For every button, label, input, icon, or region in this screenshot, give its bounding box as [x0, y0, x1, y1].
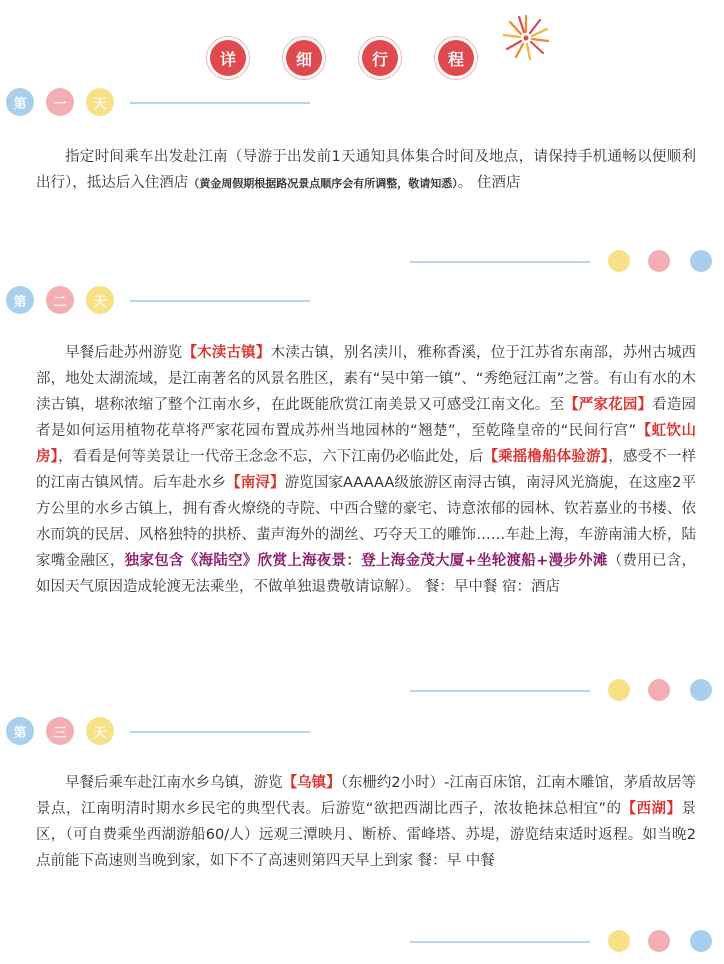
day3-highlight-westlake: 【西湖】: [621, 801, 682, 817]
day3-description: [36, 770, 696, 874]
day3-footer-line: [410, 941, 590, 943]
day1-note: （黄金周假期根据路况景点顺序会有所调整，敬请知悉）: [188, 177, 458, 190]
title-char-3: 行: [362, 40, 398, 76]
day3-label-char-3: 天: [86, 717, 114, 745]
day3-text-1: 早餐后乘车赴江南水乡乌镇，游览: [65, 775, 283, 791]
day1-divider: [130, 102, 310, 104]
day2-highlight-shanghai-night: 独家包含《海陆空》欣赏上海夜景：登上海金茂大厦+坐轮渡船+漫步外滩: [124, 553, 608, 569]
day2-footer-line: [410, 690, 590, 692]
day2-text-7: （费用已含，如因天气原因造成轮渡无法乘坐，不做单独退费敬请谅解）。 餐：早中餐 宿：酒店: [36, 553, 697, 595]
day2-highlight-nanxun: 【南浔】: [226, 475, 285, 491]
day2-footer-dot-yellow: [608, 679, 630, 701]
day1-text-2: 。 住酒店: [457, 175, 521, 191]
day2-footer-dot-pink: [648, 679, 670, 701]
day3-label-char-2: 三: [46, 717, 74, 745]
day1-header: [0, 88, 330, 118]
day1-footer-dot-yellow: [608, 250, 630, 272]
day2-text-6: 游览国家AAAAA级旅游区南浔古镇，南浔风光旖旎，在这座2平方公里的水乡古镇上，拥有香火燎绕的寺院、中西合璧的豪宅、诗意浓郁的园林、钦若嘉业的书楼、依水而筑的民居、风格独特的拱桥、蜚声海外的湖丝、巧夺天工的雕饰……车赴上海，车游南浦大桥，陆家嘴金融区，: [36, 475, 697, 569]
day3-footer-dot-blue: [690, 930, 712, 952]
day1-footer-dot-pink: [648, 250, 670, 272]
day2-text-2: 木渎古镇，别名渎川，雅称香溪，位于江苏省东南部，苏州古城西部，地处太湖流域，是江南著名的风景名胜区，素有“吴中第一镇”、“秀绝冠江南”之誉。有山有水的木渎古镇，堪称浓缩了整个江南水乡，在此既能欣赏江南美景又可感受江南文化。至: [36, 345, 697, 413]
day3-highlight-wuzhen: 【乌镇】: [282, 775, 341, 791]
day2-label-char-2: 二: [46, 286, 74, 314]
day2-highlight-hongyin: 【虹饮山房】: [36, 423, 697, 465]
day3-label-char-1: 第: [6, 717, 34, 745]
title-char-2: 细: [286, 40, 322, 76]
day1-description: [36, 144, 696, 197]
day1-footer-dot-blue: [690, 250, 712, 272]
title-char-4: 程: [438, 40, 474, 76]
day1-text-1: 指定时间乘车出发赴江南（导游于出发前1天通知具体集合时间及地点，请保持手机通畅以便顺利出行），抵达后入住酒店: [36, 149, 696, 191]
day2-label-char-1: 第: [6, 286, 34, 314]
day3-header: [0, 717, 330, 747]
day2-description: [36, 340, 696, 600]
day2-highlight-yanjia: 【严家花园】: [564, 397, 653, 413]
itinerary-header: [0, 40, 724, 80]
day2-header: [0, 286, 330, 316]
day3-text-3: 景区，（可自费乘坐西湖游船60/人）远观三潭映月、断桥、雷峰塔、苏堤，游览结束适时返程。如当晚2点前能下高速则当晚到家，如下不了高速则第四天早上到家 餐：早 中餐: [36, 801, 696, 869]
day3-footer: [0, 930, 724, 954]
firework-icon: [498, 10, 554, 66]
day1-footer: [0, 250, 724, 274]
day2-divider: [130, 300, 310, 302]
day2-text-5: ，感受不一样的江南古镇风情。后车赴水乡: [36, 449, 697, 491]
day3-footer-dot-pink: [648, 930, 670, 952]
day2-text-3: 看造园者是如何运用植物花草将严家花园布置成苏州当地园林的“翘楚”，至乾隆皇帝的“民间行宫”: [36, 397, 697, 439]
day1-label-char-2: 一: [46, 88, 74, 116]
day2-footer-dot-blue: [690, 679, 712, 701]
day2-text-1: 早餐后赴苏州游览: [65, 345, 183, 361]
day3-footer-dot-yellow: [608, 930, 630, 952]
day2-footer: [0, 679, 724, 703]
day1-footer-line: [410, 261, 590, 263]
day1-label-char-3: 天: [86, 88, 114, 116]
day3-text-2: （东栅约2小时）-江南百床馆，江南木雕馆，茅盾故居等景点，江南明清时期水乡民宅的典型代表。后游览“欲把西湖比西子，浓妆艳抹总相宜”的: [36, 775, 697, 817]
day2-highlight-mudu: 【木渎古镇】: [182, 345, 271, 361]
day2-text-4: ，看看是何等美景让一代帝王念念不忘，六下江南仍必临此处，后: [58, 449, 484, 465]
title-char-1: 详: [210, 40, 246, 76]
day2-label-char-3: 天: [86, 286, 114, 314]
day2-highlight-boat: 【乘摇橹船体验游】: [483, 449, 609, 465]
day1-label-char-1: 第: [6, 88, 34, 116]
day3-divider: [130, 731, 310, 733]
